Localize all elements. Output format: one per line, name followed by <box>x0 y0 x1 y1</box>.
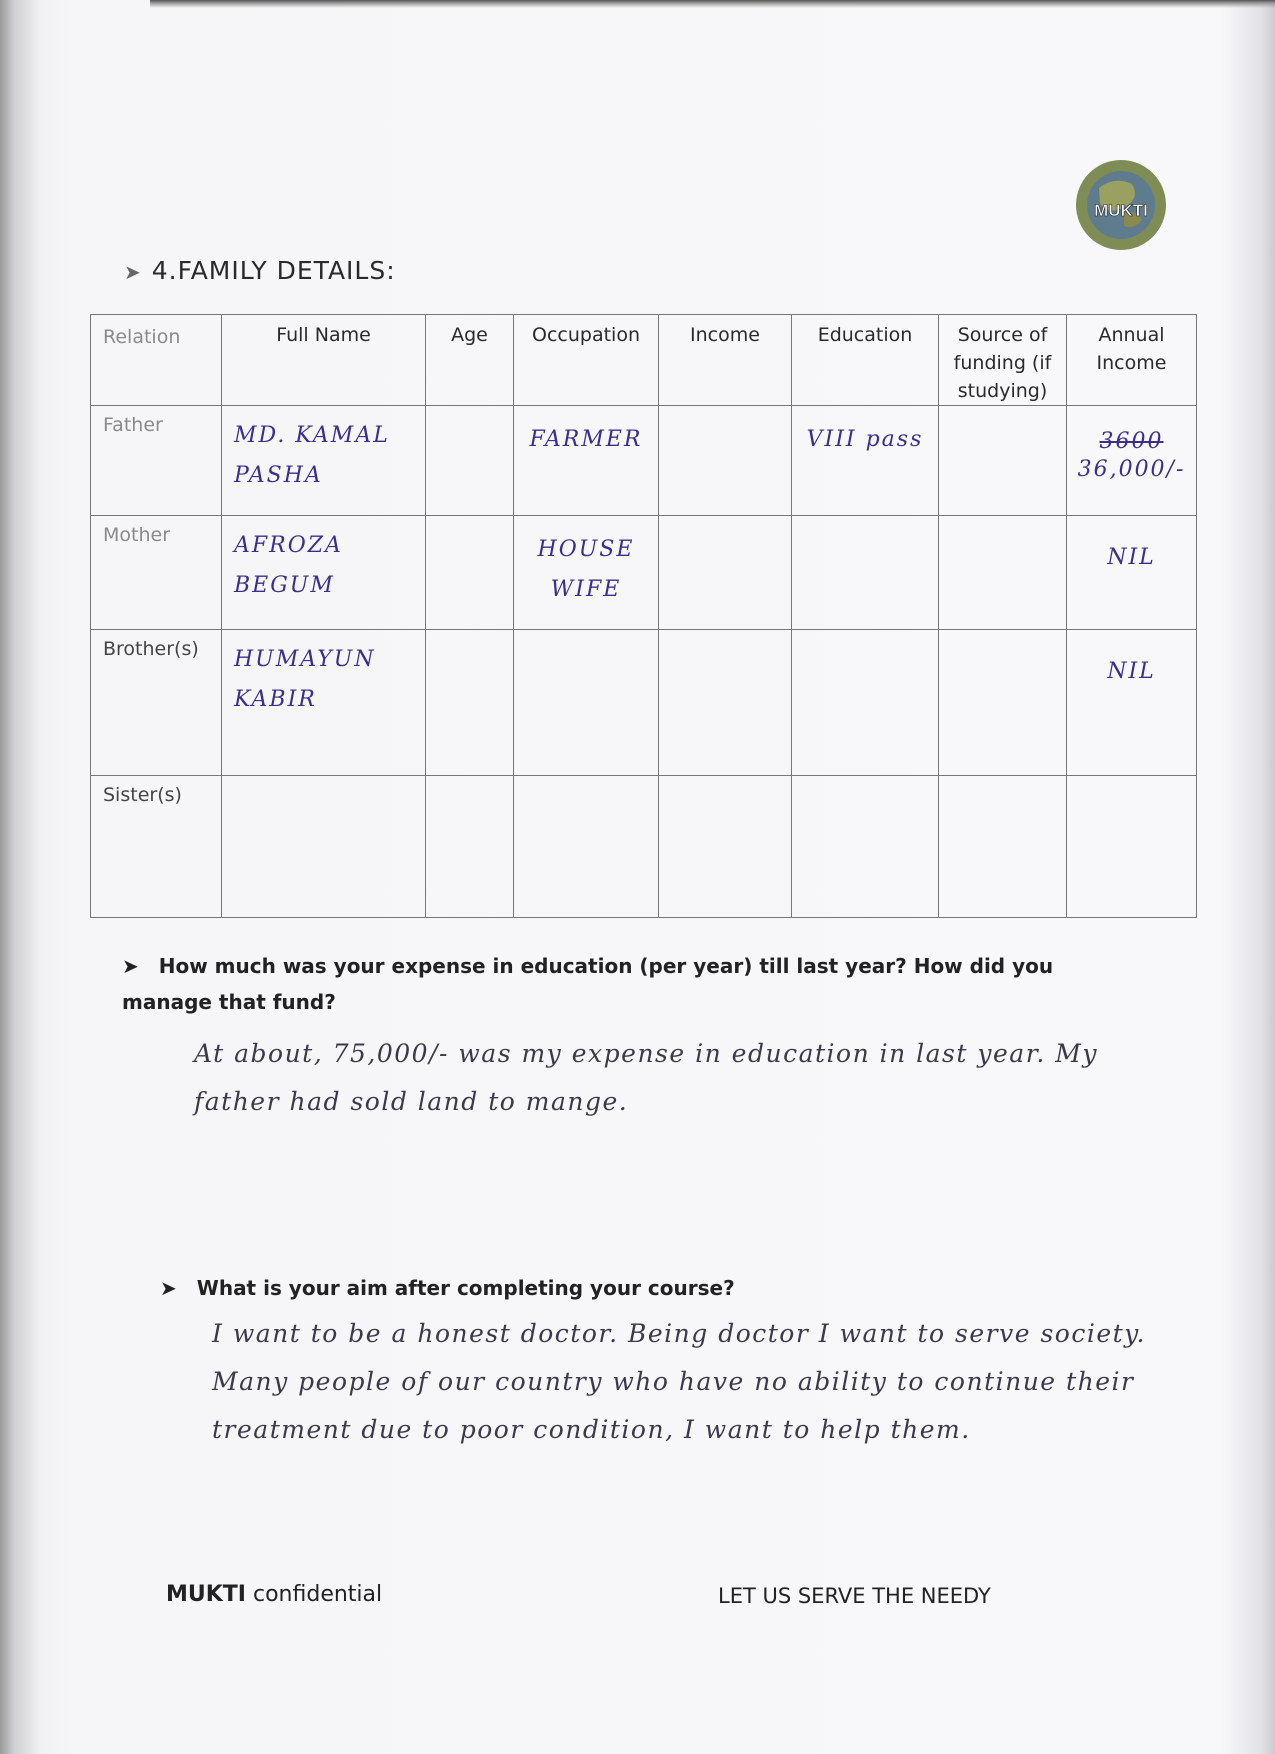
relation-cell: Brother(s) <box>91 630 222 776</box>
header-annual-income: Annual Income <box>1067 315 1197 406</box>
education-cell <box>792 776 939 918</box>
table-row-brother <box>91 630 1197 776</box>
occupation-cell <box>514 776 659 918</box>
family-details-table <box>90 314 1197 918</box>
question-aim <box>160 1270 1140 1306</box>
header-income: Income <box>659 315 792 406</box>
annual-income-cell: NIL <box>1067 516 1197 630</box>
education-cell <box>792 516 939 630</box>
section-heading <box>124 256 396 285</box>
full-name-cell: MD. KAMAL PASHA <box>222 406 426 516</box>
relation-cell: Sister(s) <box>91 776 222 918</box>
source-cell <box>939 516 1067 630</box>
question-text: How much was your expense in education (per year) till last year? How did you manage that fund? <box>122 954 1054 1014</box>
question-expense <box>122 948 1142 1020</box>
source-cell <box>939 776 1067 918</box>
header-relation: Relation <box>91 315 222 406</box>
footer-confidential-text: confidential <box>253 1582 383 1607</box>
scan-edge-shadow <box>150 0 1275 8</box>
header-source-of-funding: Source of funding (if studying) <box>939 315 1067 406</box>
header-full-name: Full Name <box>222 315 426 406</box>
annual-income-value: 36,000/- <box>1077 457 1186 482</box>
table-row-father <box>91 406 1197 516</box>
source-cell <box>939 630 1067 776</box>
arrow-bullet-icon: ➤ <box>160 1276 177 1300</box>
arrow-bullet-icon: ➤ <box>124 260 142 284</box>
footer-slogan: LET US SERVE THE NEEDY <box>718 1584 991 1608</box>
footer-confidential <box>166 1582 382 1607</box>
age-cell <box>426 630 514 776</box>
age-cell <box>426 776 514 918</box>
source-cell <box>939 406 1067 516</box>
header-occupation: Occupation <box>514 315 659 406</box>
occupation-cell: FARMER <box>514 406 659 516</box>
arrow-bullet-icon: ➤ <box>122 954 139 978</box>
occupation-cell <box>514 630 659 776</box>
income-cell <box>659 630 792 776</box>
relation-cell: Father <box>91 406 222 516</box>
header-education: Education <box>792 315 939 406</box>
full-name-cell: AFROZA BEGUM <box>222 516 426 630</box>
age-cell <box>426 516 514 630</box>
section-title: 4.FAMILY DETAILS: <box>151 256 396 285</box>
income-cell <box>659 776 792 918</box>
answer-aim: I want to be a honest doctor. Being doctor I want to serve society. Many people of our country who have no ability to continue their treatment due to poor condition, I want to help them. <box>212 1319 1146 1444</box>
question-text: What is your aim after completing your course? <box>196 1276 735 1300</box>
table-row-sister <box>91 776 1197 918</box>
footer-brand: MUKTI <box>166 1582 246 1607</box>
full-name-cell: HUMAYUN KABIR <box>222 630 426 776</box>
annual-income-cell: NIL <box>1067 630 1197 776</box>
annual-income-cell <box>1067 776 1197 918</box>
header-age: Age <box>426 315 514 406</box>
occupation-cell: HOUSE WIFE <box>514 516 659 630</box>
relation-cell: Mother <box>91 516 222 630</box>
logo-text: MUKTI <box>1094 201 1148 220</box>
age-cell <box>426 406 514 516</box>
education-cell: VIII pass <box>792 406 939 516</box>
answer-expense: At about, 75,000/- was my expense in education in last year. My father had sold land to mange. <box>194 1039 1099 1116</box>
full-name-cell <box>222 776 426 918</box>
income-cell <box>659 406 792 516</box>
income-cell <box>659 516 792 630</box>
mukti-logo <box>1074 158 1168 252</box>
education-cell <box>792 630 939 776</box>
annual-income-cell <box>1067 406 1197 516</box>
table-row-mother <box>91 516 1197 630</box>
struck-value: 3600 <box>1099 429 1164 454</box>
table-header-row <box>91 315 1197 406</box>
